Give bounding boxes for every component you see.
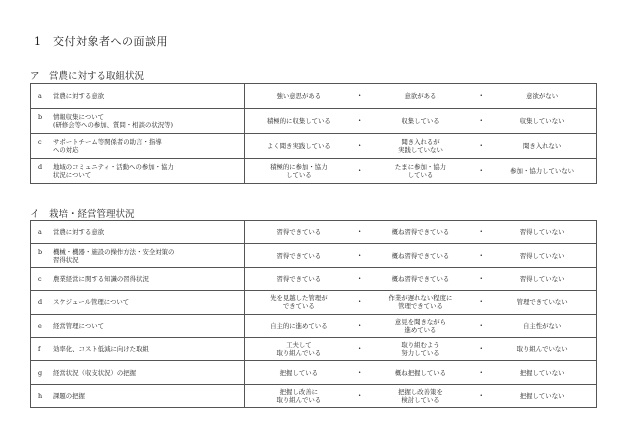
answer-options-cell [245,159,597,184]
question-label-cell [31,291,245,314]
page-title: 1 交付対象者への面談用 [34,35,168,48]
answer-option[interactable]: 聞き入れない [522,142,562,150]
answer-option[interactable]: 習得できている [276,228,322,237]
question-text: 営農に対する意欲 [53,92,105,100]
answer-option[interactable]: 取り組むよう 努力している [401,341,440,358]
question-letter: c [38,138,42,146]
question-letter: e [38,321,42,330]
section-a-title: ア 営農に対する取組状況 [30,71,145,82]
option-separator: ・ [355,91,364,100]
question-row [31,244,597,267]
answer-options-cell [245,84,597,109]
option-separator: ・ [355,116,364,125]
answer-options-cell [245,314,597,337]
question-label-cell [31,267,245,290]
option-separator: ・ [477,273,486,283]
question-letter: f [38,345,41,354]
option-separator: ・ [477,166,486,175]
section-a-table [30,83,597,184]
option-separator: ・ [477,344,486,354]
answer-option[interactable]: 先を見越した管理が できている [270,294,328,311]
answer-option[interactable]: 概ね習得できている [391,274,450,283]
answer-option[interactable]: 収集していない [519,117,565,125]
question-label-cell [31,384,245,407]
answer-option[interactable]: 意欲がない [526,92,559,100]
answer-option[interactable]: 把握し改善に 取り組んでいる [276,387,322,404]
answer-option[interactable]: 概ね習得できている [391,251,450,260]
question-label-cell [31,361,245,384]
answer-options-cell [245,109,597,134]
question-label-cell [31,221,245,244]
question-text: 課題の把握 [53,391,85,400]
question-text: サポートチーム等関係者の助言・指導 への対応 [53,138,162,154]
answer-option[interactable]: よく聞き実践している [266,142,331,150]
answer-option[interactable]: たまに参加・協力 している [394,163,447,179]
question-row [31,134,597,159]
option-separator: ・ [355,273,364,283]
answer-option[interactable]: 取り組んでいない [516,345,568,354]
question-row [31,314,597,337]
question-row [31,291,597,314]
question-row [31,361,597,384]
answer-option[interactable]: 作業が遅れない程度に 管理できている [388,294,453,311]
answer-option[interactable]: 意見を聞きながら 進めている [394,317,447,334]
question-letter: d [38,163,43,171]
question-label-cell [31,159,245,184]
question-row [31,84,597,109]
question-letter: a [38,228,42,237]
answer-option[interactable]: 把握し改善策を 検討している [398,387,443,404]
answer-option[interactable]: 積極的に参加・協力 している [270,163,328,179]
question-text: 経営状況（収支状況）の把握 [53,368,137,377]
question-text: 効率化、コスト低減に向けた取組 [53,345,149,354]
answer-options-cell [245,267,597,290]
answer-options-cell [245,291,597,314]
question-row [31,221,597,244]
question-row [31,384,597,407]
answer-options-cell [245,244,597,267]
option-separator: ・ [477,390,486,400]
question-letter: b [38,113,43,121]
option-separator: ・ [477,116,486,125]
option-separator: ・ [477,320,486,330]
question-text: 機械・機器・施設の操作方法・安全対策の 習得状況 [53,247,175,264]
answer-option[interactable]: 習得していない [519,251,565,260]
answer-option[interactable]: 聞き入れるが 実践していない [398,138,443,154]
question-label-cell [31,337,245,360]
option-separator: ・ [355,320,364,330]
question-text: 地域のコミュニティ・活動への参加・協力 状況について [53,163,174,179]
answer-option[interactable]: 意欲がある [404,92,437,100]
question-label-cell [31,109,245,134]
question-text: 経営管理について [53,321,104,330]
answer-options-cell [245,134,597,159]
option-separator: ・ [477,297,486,307]
answer-option[interactable]: 自主性がない [522,321,562,330]
answer-option[interactable]: 強い意思がある [276,92,322,100]
answer-option[interactable]: 習得できている [276,251,322,260]
answer-options-cell [245,361,597,384]
option-separator: ・ [355,250,364,260]
answer-option[interactable]: 把握していない [519,391,565,400]
answer-options-cell [245,384,597,407]
option-separator: ・ [355,344,364,354]
question-row [31,159,597,184]
question-letter: c [38,274,42,283]
answer-option[interactable]: 管理できていない [516,298,568,307]
option-separator: ・ [355,141,364,150]
question-row [31,337,597,360]
section-b-title: イ 栽培・経営管理状況 [30,209,135,220]
question-label-cell [31,84,245,109]
question-letter: h [38,391,43,400]
answer-option[interactable]: 工夫して 取り組んでいる [276,341,322,358]
answer-option[interactable]: 概ね把握している [394,368,447,377]
question-text: 情報収集について (研修会等への参加、質問・相談の状況等) [53,113,174,129]
option-separator: ・ [477,91,486,100]
option-separator: ・ [477,250,486,260]
answer-option[interactable]: 自主的に進めている [270,321,328,330]
option-separator: ・ [477,227,486,237]
question-letter: a [38,92,42,100]
answer-option[interactable]: 習得していない [519,228,565,237]
answer-options-cell [245,221,597,244]
answer-option[interactable]: 把握していない [519,368,565,377]
option-separator: ・ [355,297,364,307]
answer-option[interactable]: 習得できている [276,274,322,283]
answer-option[interactable]: 積極的に収集している [266,117,331,125]
question-label-cell [31,244,245,267]
question-label-cell [31,134,245,159]
option-separator: ・ [355,390,364,400]
question-text: 営農に対する意欲 [53,228,105,237]
answer-option[interactable]: 把握している [279,368,319,377]
option-separator: ・ [477,141,486,150]
question-letter: d [38,298,43,307]
question-text: 農業経営に関する知識の習得状況 [53,274,149,283]
option-separator: ・ [355,166,364,175]
question-row [31,267,597,290]
question-text: スケジュール管理について [53,298,130,307]
answer-option[interactable]: 収集している [401,117,440,125]
question-row [31,109,597,134]
question-label-cell [31,314,245,337]
answer-option[interactable]: 参加・協力していない [510,167,575,175]
answer-option[interactable]: 習得していない [519,274,565,283]
answer-options-cell [245,337,597,360]
option-separator: ・ [477,367,486,377]
question-letter: g [38,368,43,377]
question-letter: b [38,247,43,256]
section-b-table [30,220,597,408]
option-separator: ・ [355,227,364,237]
answer-option[interactable]: 概ね習得できている [391,228,450,237]
option-separator: ・ [355,367,364,377]
